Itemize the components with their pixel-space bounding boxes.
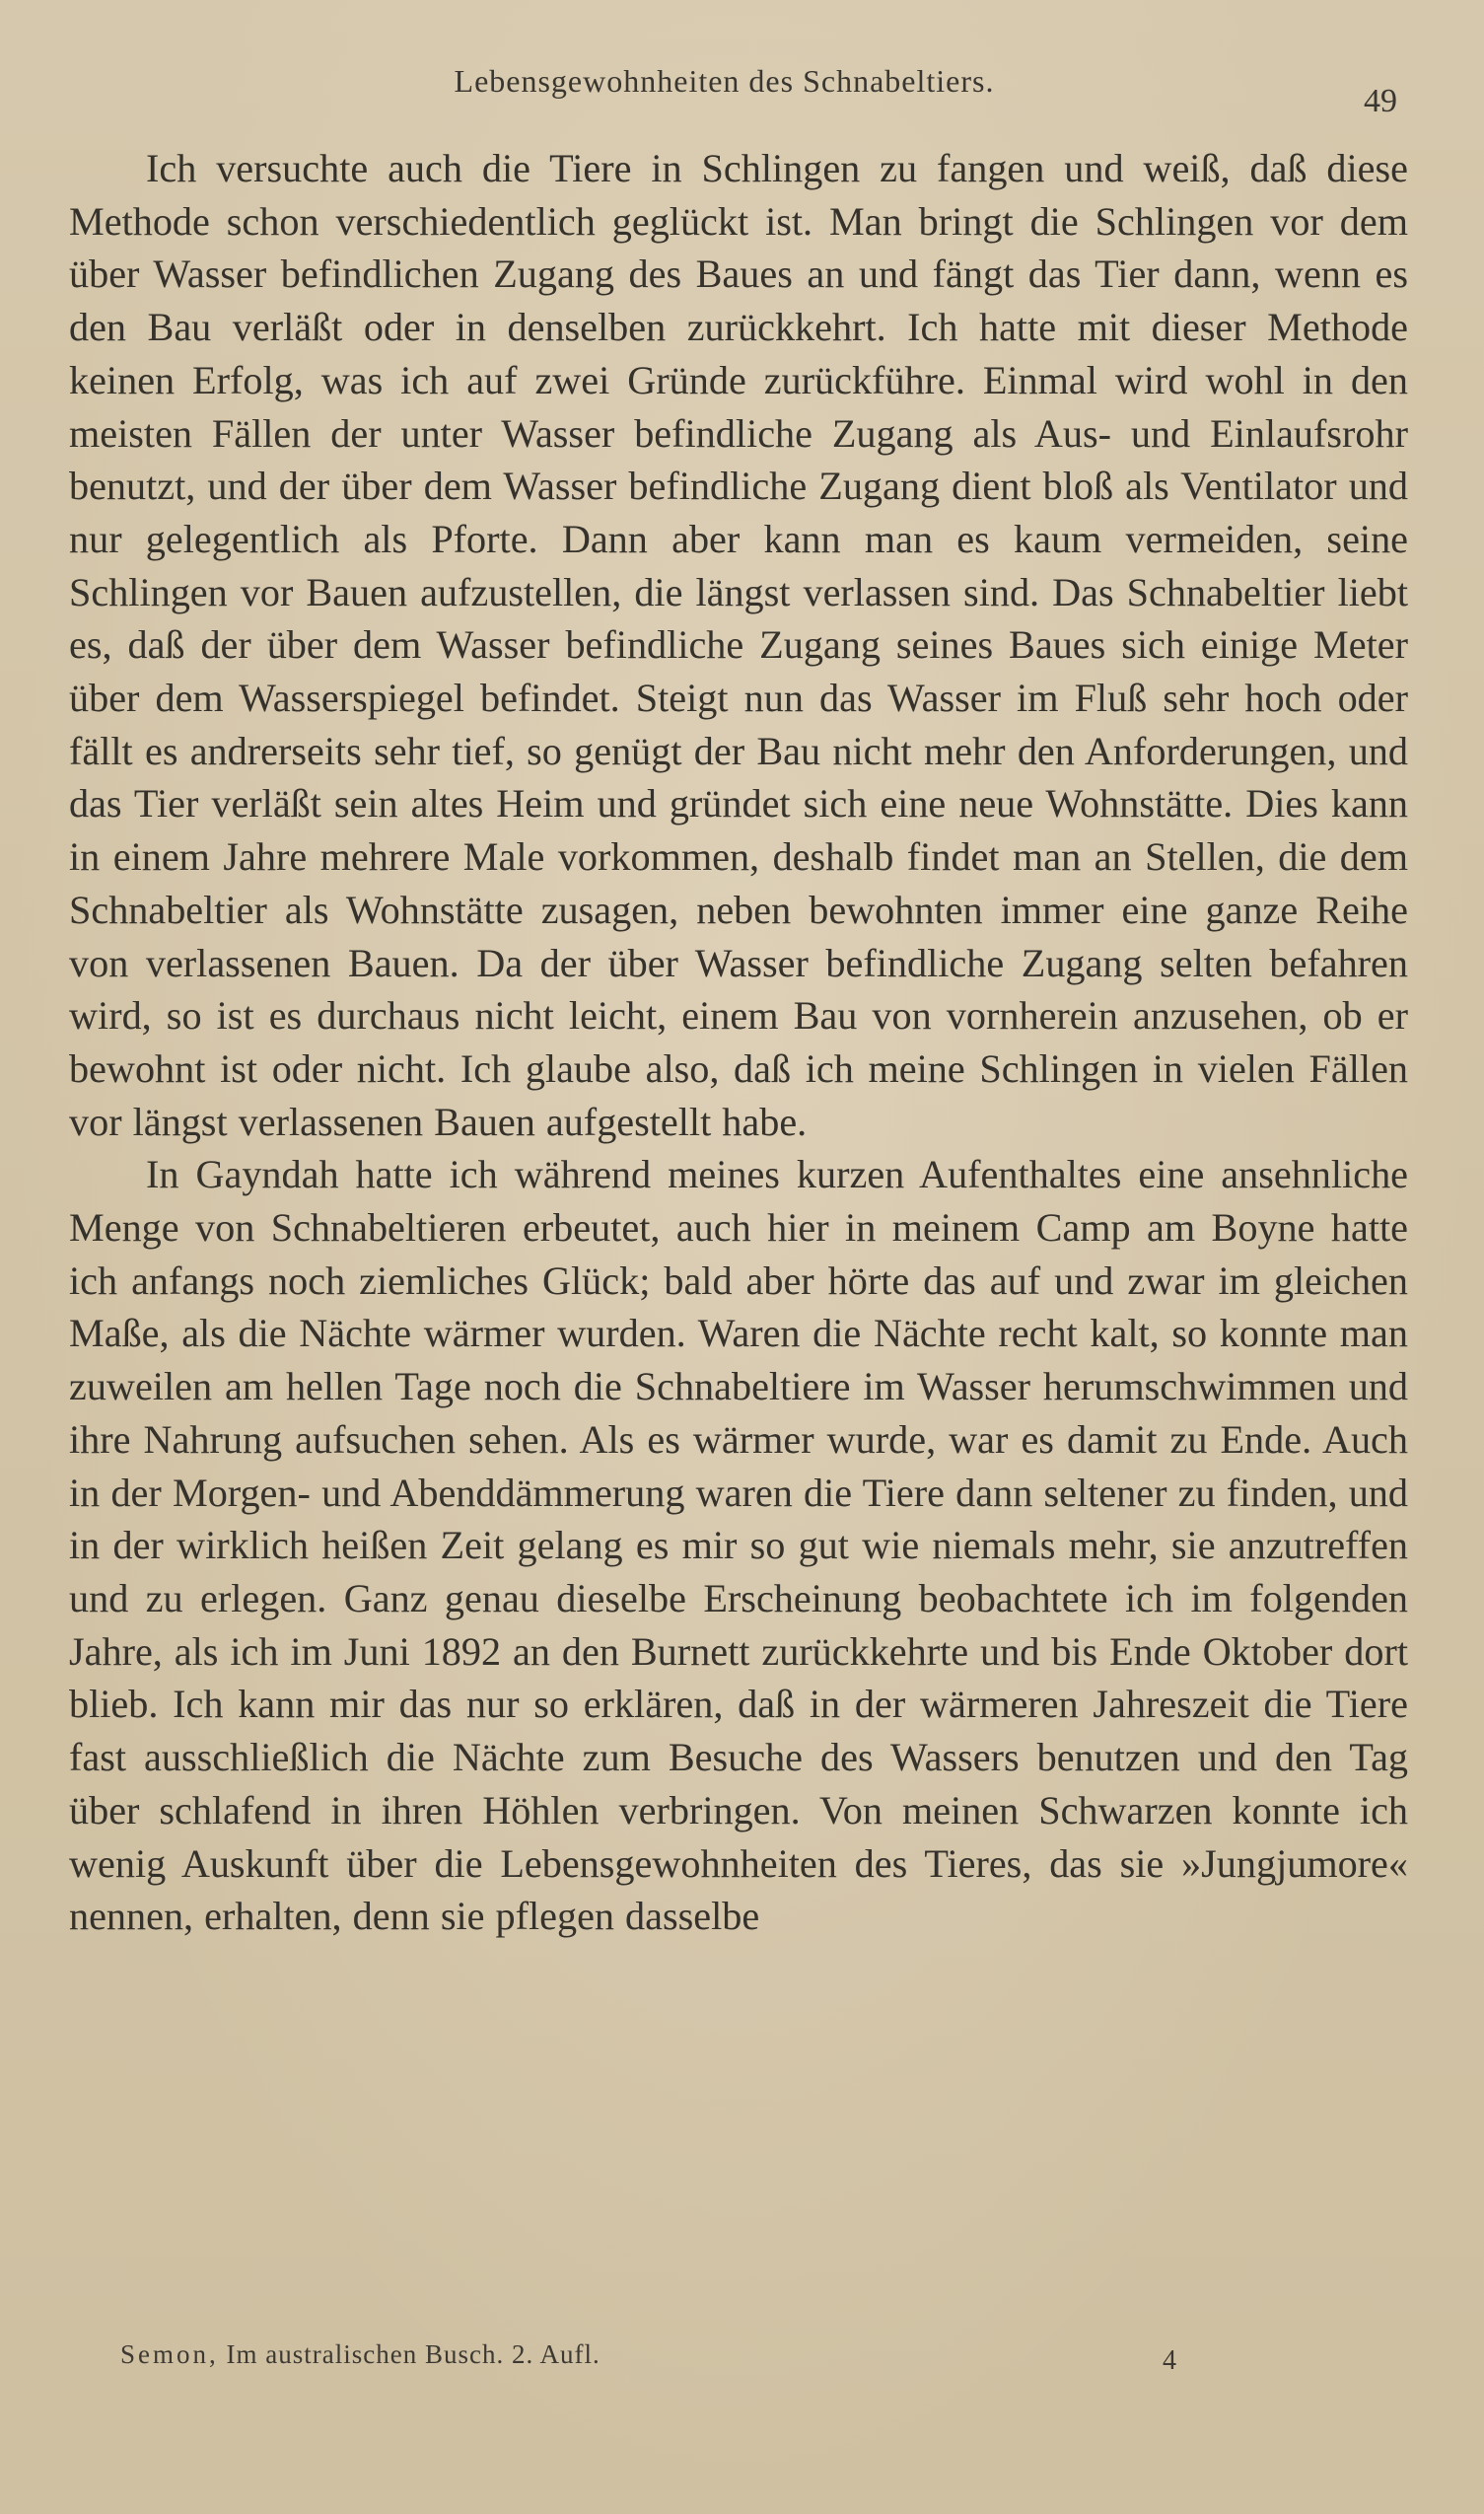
paragraph-2: In Gayndah hatte ich während meines kurzen Aufenthaltes eine ansehnliche Menge von Schnabeltieren erbeutet, auch hier in meinem Camp am Boyne hatte ich anfangs noch ziemliches Glück; bald aber hörte das auf und zwar im gleichen Maße, als die Nächte wärmer wurden. Waren die Nächte recht kalt, so konnte man zuweilen am hellen Tage noch die Schnabeltiere im Wasser herumschwimmen und ihre Nahrung aufsuchen sehen. Als es wärmer wurde, war es damit zu Ende. Auch in der Morgen- und Abenddämmerung waren die Tiere dann seltener zu finden, und in der wirklich heißen Zeit gelang es mir so gut wie niemals mehr, sie anzutreffen und zu erlegen. Ganz genau dieselbe Erscheinung beobachtete ich im folgenden Jahre, als ich im Juni 1892 an den Burnett zurückkehrte und bis Ende Oktober dort blieb. Ich kann mir das nur so erklären, daß in der wärmeren Jahreszeit die Tiere fast ausschließlich die Nächte zum Besuche des Wassers benutzen und den Tag über schlafend in ihren Höhlen verbringen. Von meinen Schwarzen konnte ich wenig Auskunft über die Lebensgewohnheiten des Tieres, das sie »Jungjumore« nennen, erhalten, denn sie pflegen dasselbe xyxy=(69,1152,1408,1939)
running-head: Lebensgewohnheiten des Schnabeltiers. xyxy=(454,63,995,99)
footer-book-title: Im australischen Busch. xyxy=(226,2339,505,2369)
footer-edition: 2. Aufl. xyxy=(511,2339,601,2369)
signature-mark: 4 xyxy=(1163,2345,1176,2376)
paragraph-1: Ich versuchte auch die Tiere in Schlingen zu fangen und weiß, daß diese Methode schon verschiedentlich geglückt ist. Man bringt die Schlingen vor dem über Wasser befindlichen Zugang des Baues an und fängt das Tier dann, wenn es den Bau verläßt oder in denselben zurückkehrt. Ich hatte mit dieser Methode keinen Erfolg, was ich auf zwei Gründe zurückführe. Einmal wird wohl in den meisten Fällen der unter Wasser befindliche Zugang als Aus- und Einlaufsrohr benutzt, und der über dem Wasser befindliche Zugang dient bloß als Ventilator und nur gelegentlich als Pforte. Dann aber kann man es kaum vermeiden, seine Schlingen vor Bauen aufzustellen, die längst verlassen sind. Das Schnabeltier liebt es, daß der über dem Wasser befindliche Zugang seines Baues sich einige Meter über dem Wasserspiegel befindet. Steigt nun das Wasser im Fluß sehr hoch oder fällt es andrerseits sehr tief, so genügt der Bau nicht mehr den Anforderungen, und das Tier verläßt sein altes Heim und gründet sich eine neue Wohnstätte. Dies kann in einem Jahre mehrere Male vorkommen, deshalb findet man an Stellen, die dem Schnabeltier als Wohnstätte zusagen, neben bewohnten immer eine ganze Reihe von verlassenen Bauen. Da der über Wasser befindliche Zugang selten befahren wird, so ist es durchaus nicht leicht, einem Bau von vornherein anzusehen, ob er bewohnt ist oder nicht. Ich glaube also, daß ich meine Schlingen in vielen Fällen vor längst verlassenen Bauen aufgestellt habe. xyxy=(69,146,1408,1144)
body-text xyxy=(69,142,1408,1943)
page-number: 49 xyxy=(1364,83,1397,119)
footer-author: Semon, xyxy=(120,2339,219,2369)
footer-citation xyxy=(120,2339,601,2370)
